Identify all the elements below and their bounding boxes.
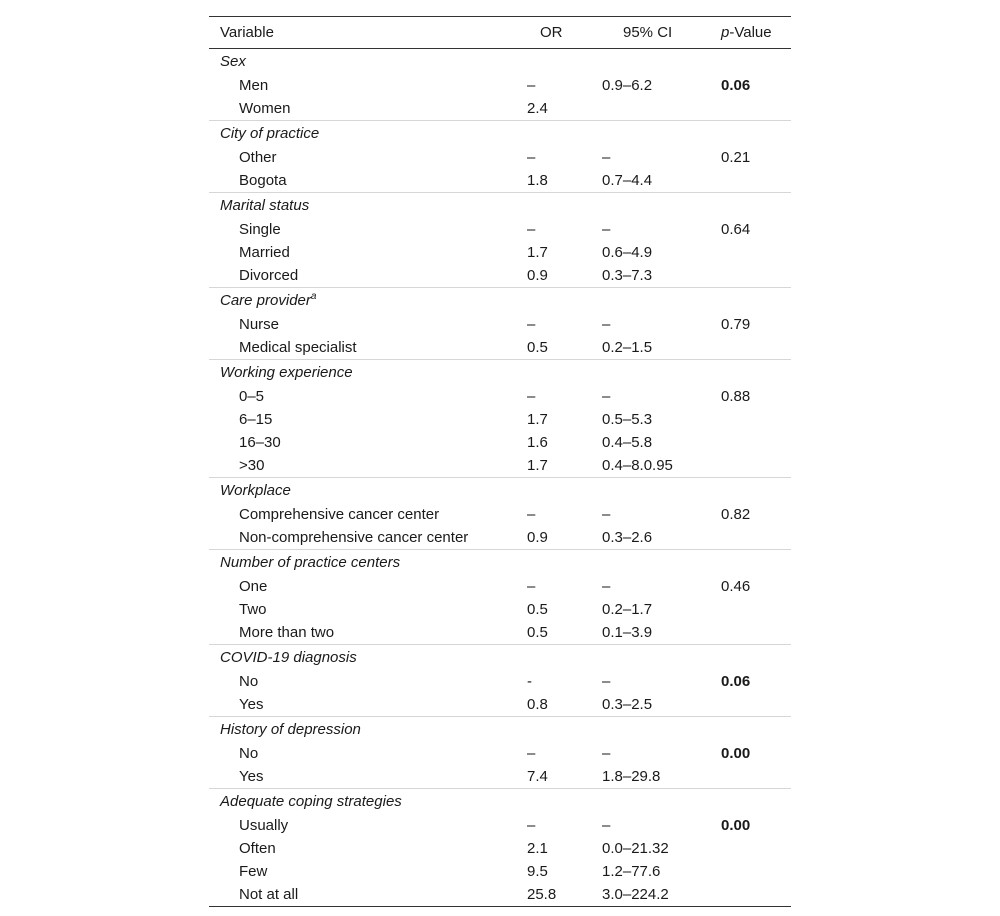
row-ci: –	[602, 388, 611, 405]
row-label: Other	[239, 149, 277, 166]
row-p-value: 0.79	[721, 316, 751, 333]
row-or: 0.5	[527, 601, 548, 618]
row-label: Married	[239, 244, 290, 261]
header-variable: Variable	[220, 24, 274, 41]
row-ci: 0.4–8.0.95	[602, 457, 673, 474]
row-label: More than two	[239, 624, 335, 641]
row-label: No	[239, 745, 259, 762]
row-or: 0.5	[527, 339, 548, 356]
odds-ratio-table	[209, 16, 791, 907]
row-ci: –	[602, 578, 611, 595]
table-header	[209, 17, 791, 49]
table-row	[209, 169, 791, 192]
row-label: Two	[239, 601, 267, 618]
row-ci: 0.2–1.7	[602, 601, 653, 618]
group-row	[209, 49, 791, 74]
row-or: 1.6	[527, 434, 548, 451]
table-row	[209, 385, 791, 408]
group-title	[220, 649, 357, 666]
row-ci: –	[602, 817, 611, 834]
row-or: –	[527, 578, 536, 595]
table-row	[209, 97, 791, 120]
group-title-text: Adequate coping strategies	[220, 793, 402, 810]
row-ci: –	[602, 221, 611, 238]
group-row	[209, 716, 791, 742]
row-label: Nurse	[239, 316, 280, 333]
group-row	[209, 477, 791, 503]
row-ci: 0.7–4.4	[602, 172, 653, 189]
group-title-text: City of practice	[220, 125, 320, 142]
row-label: Non-comprehensive cancer center	[239, 529, 469, 546]
row-label: Yes	[239, 696, 264, 713]
row-or: 1.7	[527, 411, 548, 428]
group-title	[220, 364, 353, 381]
header-ci: 95% CI	[623, 24, 673, 41]
row-ci: –	[602, 506, 611, 523]
row-or: 1.8	[527, 172, 548, 189]
row-ci: 0.3–2.6	[602, 529, 653, 546]
row-ci: 0.9–6.2	[602, 77, 653, 94]
table-row	[209, 408, 791, 431]
row-or: –	[527, 77, 536, 94]
row-label: >30	[239, 457, 265, 474]
group-title-text: Working experience	[220, 364, 353, 381]
table-row	[209, 503, 791, 526]
row-ci: 1.8–29.8	[602, 768, 661, 785]
group-title	[220, 793, 402, 810]
group-title	[220, 125, 319, 142]
group-title-text: Care provider	[220, 292, 311, 309]
footnote-marker: a	[310, 291, 317, 302]
row-or: 1.7	[527, 457, 548, 474]
row-or: –	[527, 745, 536, 762]
group-row	[209, 549, 791, 575]
row-label: No	[239, 673, 259, 690]
group-title-text: Workplace	[220, 482, 291, 499]
row-or: –	[527, 221, 536, 238]
row-or: –	[527, 506, 536, 523]
row-p-value: 0.64	[721, 221, 751, 238]
table-row	[209, 575, 791, 598]
row-p-value: 0.00	[721, 817, 751, 834]
group-row	[209, 287, 791, 313]
row-ci: 0.3–7.3	[602, 267, 653, 284]
row-p-value: 0.82	[721, 506, 751, 523]
group-title	[220, 292, 316, 309]
group-title	[220, 197, 309, 214]
row-ci: 0.4–5.8	[602, 434, 653, 451]
table-row	[209, 883, 791, 906]
table-row	[209, 241, 791, 264]
row-label: Divorced	[239, 267, 299, 284]
group-title-text: COVID-19 diagnosis	[220, 649, 357, 666]
group-title	[220, 554, 400, 571]
table-row	[209, 526, 791, 549]
group-title	[220, 721, 361, 738]
row-p-value: 0.21	[721, 149, 751, 166]
row-ci: –	[602, 316, 611, 333]
group-title-text: History of depression	[220, 721, 361, 738]
row-label: Women	[239, 100, 291, 117]
table-row	[209, 765, 791, 788]
row-p-value: 0.00	[721, 745, 751, 762]
row-ci: –	[602, 745, 611, 762]
table-row	[209, 621, 791, 644]
group-row	[209, 192, 791, 218]
table-row	[209, 693, 791, 716]
row-p-value: 0.46	[721, 578, 751, 595]
group-title-text: Number of practice centers	[220, 554, 401, 571]
row-ci: 0.0–21.32	[602, 840, 669, 857]
group-title	[220, 53, 246, 70]
table-row	[209, 814, 791, 837]
row-or: –	[527, 316, 536, 333]
row-label: Comprehensive cancer center	[239, 506, 440, 523]
row-or: 7.4	[527, 768, 548, 785]
row-or: 25.8	[527, 886, 557, 903]
table-row	[209, 218, 791, 241]
row-or: 2.4	[527, 100, 548, 117]
row-label: 16–30	[239, 434, 281, 451]
table-row	[209, 313, 791, 336]
header-p-italic: p	[721, 24, 730, 41]
row-ci: 0.6–4.9	[602, 244, 653, 261]
table-row	[209, 860, 791, 883]
header-p-value	[721, 24, 772, 41]
row-or: 1.7	[527, 244, 548, 261]
header-p-suffix: -Value	[729, 24, 772, 41]
row-or: 0.9	[527, 267, 548, 284]
row-label: Yes	[239, 768, 264, 785]
row-label: Men	[239, 77, 269, 94]
row-ci: –	[602, 673, 611, 690]
row-or: 2.1	[527, 840, 548, 857]
table-row	[209, 454, 791, 477]
group-title-text: Marital status	[220, 197, 310, 214]
row-label: Single	[239, 221, 281, 238]
row-label: One	[239, 578, 268, 595]
table-row	[209, 670, 791, 693]
row-ci: –	[602, 149, 611, 166]
row-or: 9.5	[527, 863, 548, 880]
row-or: 0.9	[527, 529, 548, 546]
header-or: OR	[540, 24, 563, 41]
table-row	[209, 431, 791, 454]
group-row	[209, 359, 791, 385]
row-label: Medical specialist	[239, 339, 357, 356]
row-or: -	[527, 673, 532, 690]
table-row	[209, 598, 791, 621]
group-title	[220, 482, 291, 499]
row-ci: 0.3–2.5	[602, 696, 653, 713]
row-label: Not at all	[239, 886, 299, 903]
row-ci: 0.1–3.9	[602, 624, 653, 641]
row-label: Bogota	[239, 172, 287, 189]
table-row	[209, 837, 791, 860]
row-ci: 3.0–224.2	[602, 886, 669, 903]
row-or: 0.5	[527, 624, 548, 641]
table-body	[209, 49, 791, 906]
group-title-text: Sex	[220, 53, 246, 70]
row-label: Often	[239, 840, 276, 857]
row-ci: 0.2–1.5	[602, 339, 653, 356]
row-p-value: 0.88	[721, 388, 751, 405]
row-or: 0.8	[527, 696, 548, 713]
row-label: 0–5	[239, 388, 265, 405]
group-row	[209, 120, 791, 146]
row-p-value: 0.06	[721, 673, 751, 690]
table-row	[209, 264, 791, 287]
table-row	[209, 146, 791, 169]
table-row	[209, 336, 791, 359]
row-or: –	[527, 817, 536, 834]
group-row	[209, 644, 791, 670]
row-p-value: 0.06	[721, 77, 751, 94]
row-or: –	[527, 149, 536, 166]
row-or: –	[527, 388, 536, 405]
table-row	[209, 742, 791, 765]
group-row	[209, 788, 791, 814]
row-label: Usually	[239, 817, 289, 834]
row-ci: 1.2–77.6	[602, 863, 661, 880]
row-label: 6–15	[239, 411, 273, 428]
row-label: Few	[239, 863, 268, 880]
row-ci: 0.5–5.3	[602, 411, 653, 428]
table-row	[209, 74, 791, 97]
